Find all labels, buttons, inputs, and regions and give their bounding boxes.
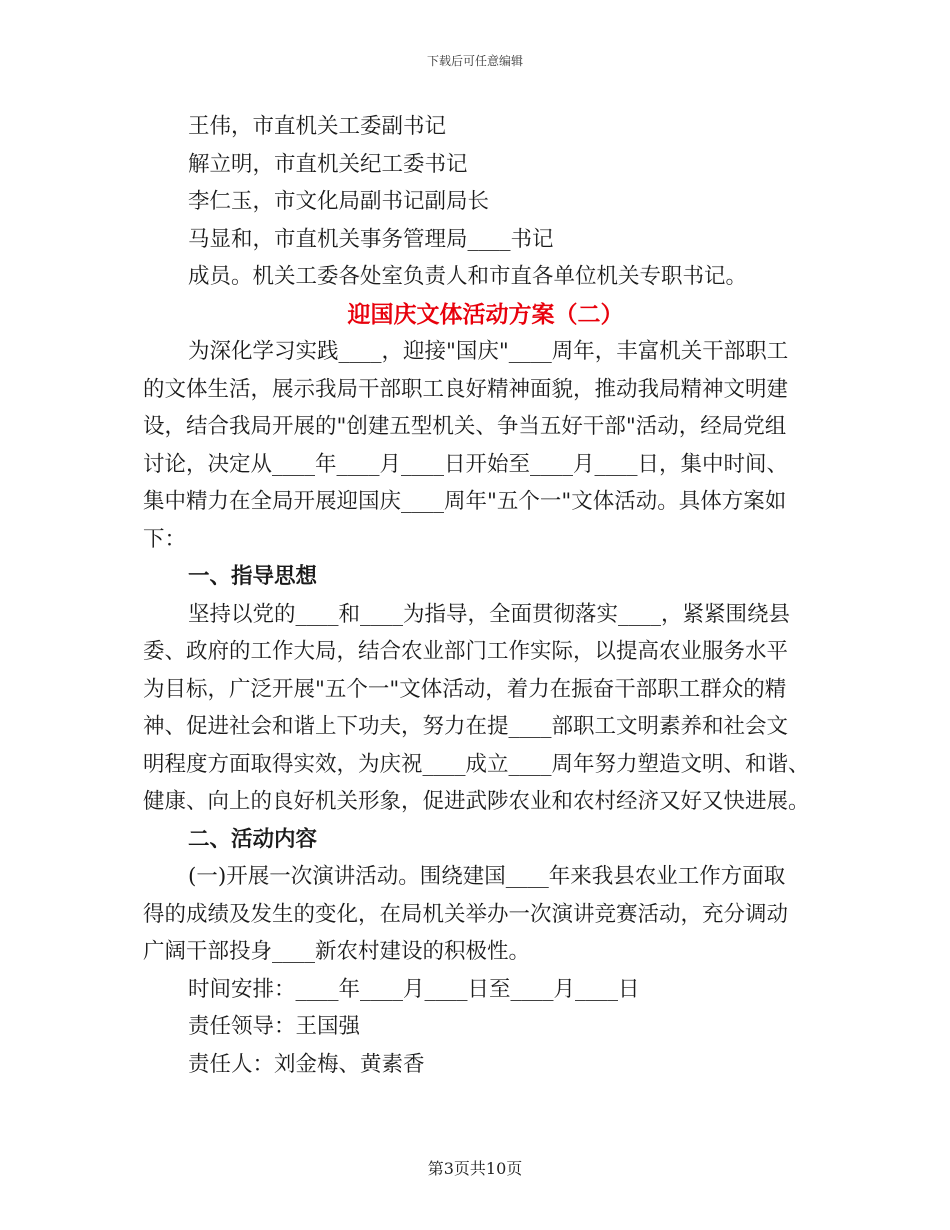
intro-line: 的文体生活，展示我局干部职工良好精神面貌，推动我局精神文明建	[143, 376, 789, 402]
page-header: 下载后可任意编辑	[426, 54, 523, 68]
intro-line: 设，结合我局开展的"创建五型机关、争当五好干部"活动，经局党组	[143, 414, 787, 439]
paragraph-line: 得的成绩及发生的变化，在局机关举办一次演讲竞赛活动，充分调动	[143, 901, 789, 927]
intro-line: 下：	[143, 526, 187, 552]
section-heading-activity-content: 二、活动内容	[188, 826, 318, 852]
paragraph-line: 坚持以党的____和____为指导，全面贯彻落实____，紧紧围绕县	[188, 601, 791, 627]
paragraph-line: 神、促进社会和谐上下功夫，努力在提____部职工文明素养和社会文	[143, 714, 789, 739]
schedule-line: 时间安排：____年____月____日至____月____日	[188, 976, 640, 1002]
intro-line: 讨论，决定从____年____月____日开始至____月____日，集中时间、	[143, 451, 789, 477]
paragraph-line: 健康、向上的良好机关形象，促进武陟农业和农村经济又好又快进展。	[143, 789, 810, 814]
member-line: 马显和，市直机关事务管理局____书记	[188, 226, 554, 252]
leader-line: 责任领导：王国强	[188, 1014, 361, 1039]
intro-line: 为深化学习实践____，迎接"国庆"____周年，丰富机关干部职工	[188, 339, 789, 364]
paragraph-line: 委、政府的工作大局，结合农业部门工作实际，以提高农业服务水平	[143, 639, 789, 664]
paragraph-line: (一)开展一次演讲活动。围绕建国____年来我县农业工作方面取	[188, 864, 786, 889]
intro-line: 集中精力在全局开展迎国庆____周年"五个一"文体活动。具体方案如	[143, 489, 787, 514]
member-line: 王伟，市直机关工委副书记	[188, 114, 447, 139]
section-heading-guiding-thought: 一、指导思想	[188, 564, 318, 589]
members-summary: 成员。机关工委各处室负责人和市直各单位机关专职书记。	[188, 264, 748, 289]
document-body	[143, 108, 813, 1083]
paragraph-line: 广阔干部投身____新农村建设的积极性。	[143, 939, 531, 964]
activity-content-paragraph	[143, 858, 813, 971]
member-line: 解立明，市直机关纪工委书记	[188, 151, 468, 177]
responsible-line: 责任人：刘金梅、黄素香	[188, 1051, 425, 1077]
document-title: 迎国庆文体活动方案（二）	[347, 300, 624, 328]
member-line: 李仁玉，市文化局副书记副局长	[188, 189, 490, 214]
paragraph-line: 为目标，广泛开展"五个一"文体活动，着力在振奋干部职工群众的精	[143, 676, 787, 702]
guiding-thought-paragraph	[143, 596, 813, 821]
paragraph-line: 明程度方面取得实效，为庆祝____成立____周年努力塑造文明、和谐、	[143, 751, 810, 777]
intro-paragraph	[143, 333, 813, 558]
page-footer: 第3页共10页	[427, 1159, 523, 1178]
